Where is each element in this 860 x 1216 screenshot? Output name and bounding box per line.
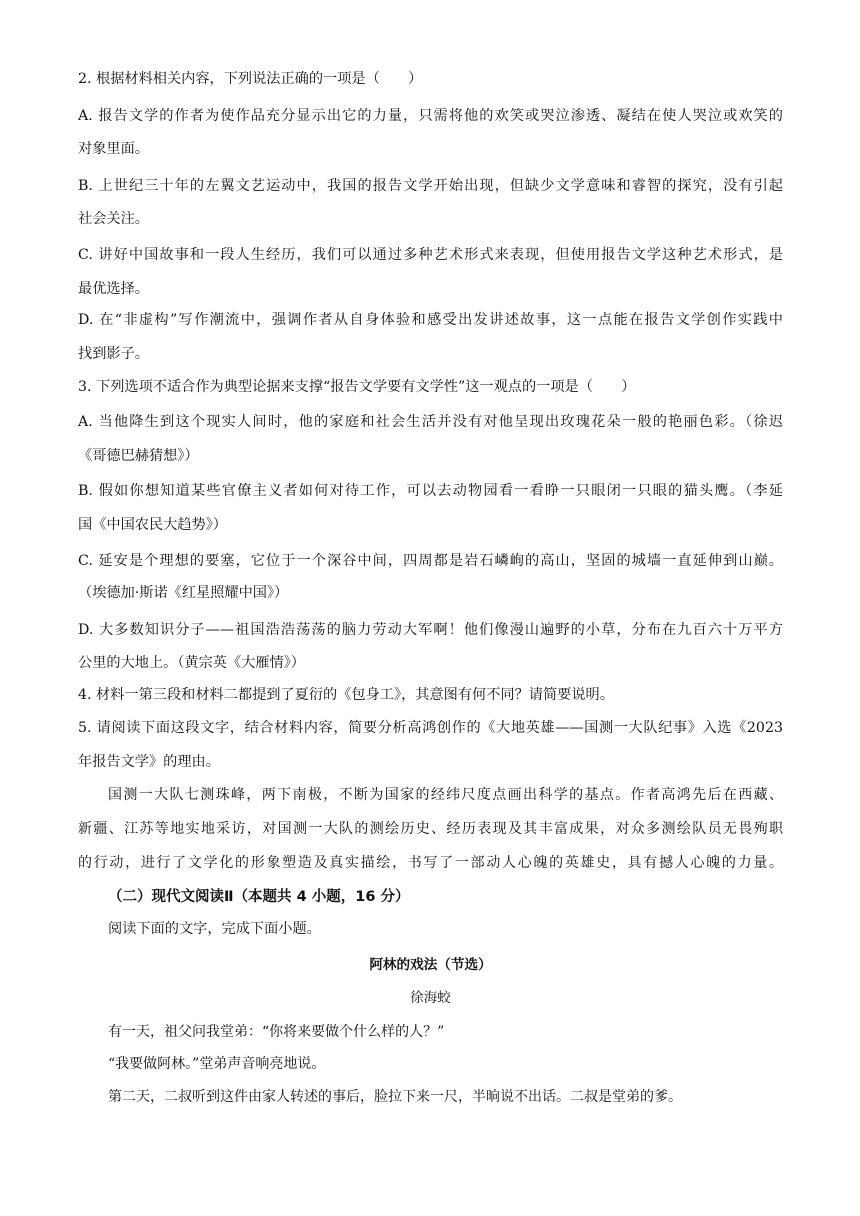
question-2-option-c-line-1: C. 讲好中国故事和一段人生经历，我们可以通过多种艺术形式来表现，但使用报告文学这种艺术形式，是 bbox=[78, 247, 783, 263]
question-4-stem: 4. 材料一第三段和材料二都提到了夏衍的《包身工》，其意图有何不同？请简要说明。 bbox=[78, 687, 614, 703]
question-3-option-c-line-1: C. 延安是个理想的要塞，它位于一个深谷中间，四周都是岩石嶙峋的高山，坚固的城墙一直延伸到山巅。 bbox=[78, 553, 783, 569]
section-heading: （二）现代文阅读Ⅱ（本题共 4 小题，16 分） bbox=[108, 889, 410, 905]
question-3-option-b-line-1: B. 假如你想知道某些官僚主义者如何对待工作，可以去动物园看一看睁一只眼闭一只眼的猫头鹰。（李延 bbox=[78, 483, 783, 499]
question-2-option-d-line-2: 找到影子。 bbox=[78, 346, 149, 362]
question-2-option-b-line-2: 社会关注。 bbox=[78, 211, 149, 227]
question-2-option-d-line-1: D. 在“非虚构”写作潮流中，强调作者从自身体验和感受出发讲述故事，这一点能在报告文学创作实践中 bbox=[78, 312, 783, 328]
article-author: 徐海蛟 bbox=[410, 990, 451, 1006]
question-2-option-b-line-1: B. 上世纪三十年的左翼文艺运动中，我国的报告文学开始出现，但缺少文学意味和睿智的探究，没有引起 bbox=[78, 178, 783, 194]
question-3-option-d-line-1: D. 大多数知识分子——祖国浩浩荡荡的脑力劳动大军啊！他们像漫山遍野的小草，分布在九百六十万平方 bbox=[78, 622, 783, 638]
story-paragraph-1: 有一天，祖父问我堂弟：“你将来要做个什么样的人？” bbox=[108, 1024, 445, 1040]
question-2-stem: 2. 根据材料相关内容，下列说法正确的一项是（ ） bbox=[78, 71, 423, 87]
question-2-option-a-line-1: A. 报告文学的作者为使作品充分显示出它的力量，只需将他的欢笑或哭泣渗透、凝结在使人哭泣或欢笑的 bbox=[78, 108, 783, 124]
quote-line-1: 国测一大队七测珠峰，两下南极，不断为国家的经纬尺度点画出科学的基点。作者高鸿先后在西藏、 bbox=[108, 787, 783, 803]
question-3-option-c-line-2: （埃德加·斯诺《红星照耀中国》） bbox=[78, 585, 289, 601]
question-3-option-b-line-2: 国《中国农民大趋势》） bbox=[78, 517, 227, 533]
question-5-stem-line-1: 5. 请阅读下面这段文字，结合材料内容，简要分析高鸿创作的《大地英雄——国测一大队纪事》入选《2023 bbox=[78, 720, 783, 736]
article-title: 阿林的戏法（节选） bbox=[369, 957, 492, 973]
question-2-option-c-line-2: 最优选择。 bbox=[78, 281, 149, 297]
quote-line-3: 的行动，进行了文学化的形象塑造及真实描绘，书写了一部动人心魄的英雄史，具有撼人心魄的力量。 bbox=[78, 855, 783, 871]
question-5-stem-line-2: 年报告文学》的理由。 bbox=[78, 754, 220, 770]
reading-instruction: 阅读下面的文字，完成下面小题。 bbox=[108, 921, 321, 937]
question-2-option-a-line-2: 对象里面。 bbox=[78, 141, 149, 157]
quote-line-2: 新疆、江苏等地实地采访，对国测一大队的测绘历史、经历表现及其丰富成果，对众多测绘队员无畏殉职 bbox=[78, 821, 783, 837]
question-3-option-a-line-2: 《哥德巴赫猜想》） bbox=[78, 448, 199, 464]
question-3-stem: 3. 下列选项不适合作为典型论据来支撑“报告文学要有文学性”这一观点的一项是（ ） bbox=[78, 379, 636, 395]
question-3-option-d-line-2: 公里的大地上。（黄宗英《大雁情》） bbox=[78, 655, 305, 671]
question-3-option-a-line-1: A. 当他降生到这个现实人间时，他的家庭和社会生活并没有对他呈现出玫瑰花朵一般的艳丽色彩。（徐迟 bbox=[78, 414, 783, 430]
story-paragraph-3: 第二天，二叔听到这件由家人转述的事后，脸拉下来一尺，半晌说不出话。二叔是堂弟的爹。 bbox=[108, 1089, 682, 1105]
story-paragraph-2: “我要做阿林。”堂弟声音响亮地说。 bbox=[108, 1056, 326, 1072]
